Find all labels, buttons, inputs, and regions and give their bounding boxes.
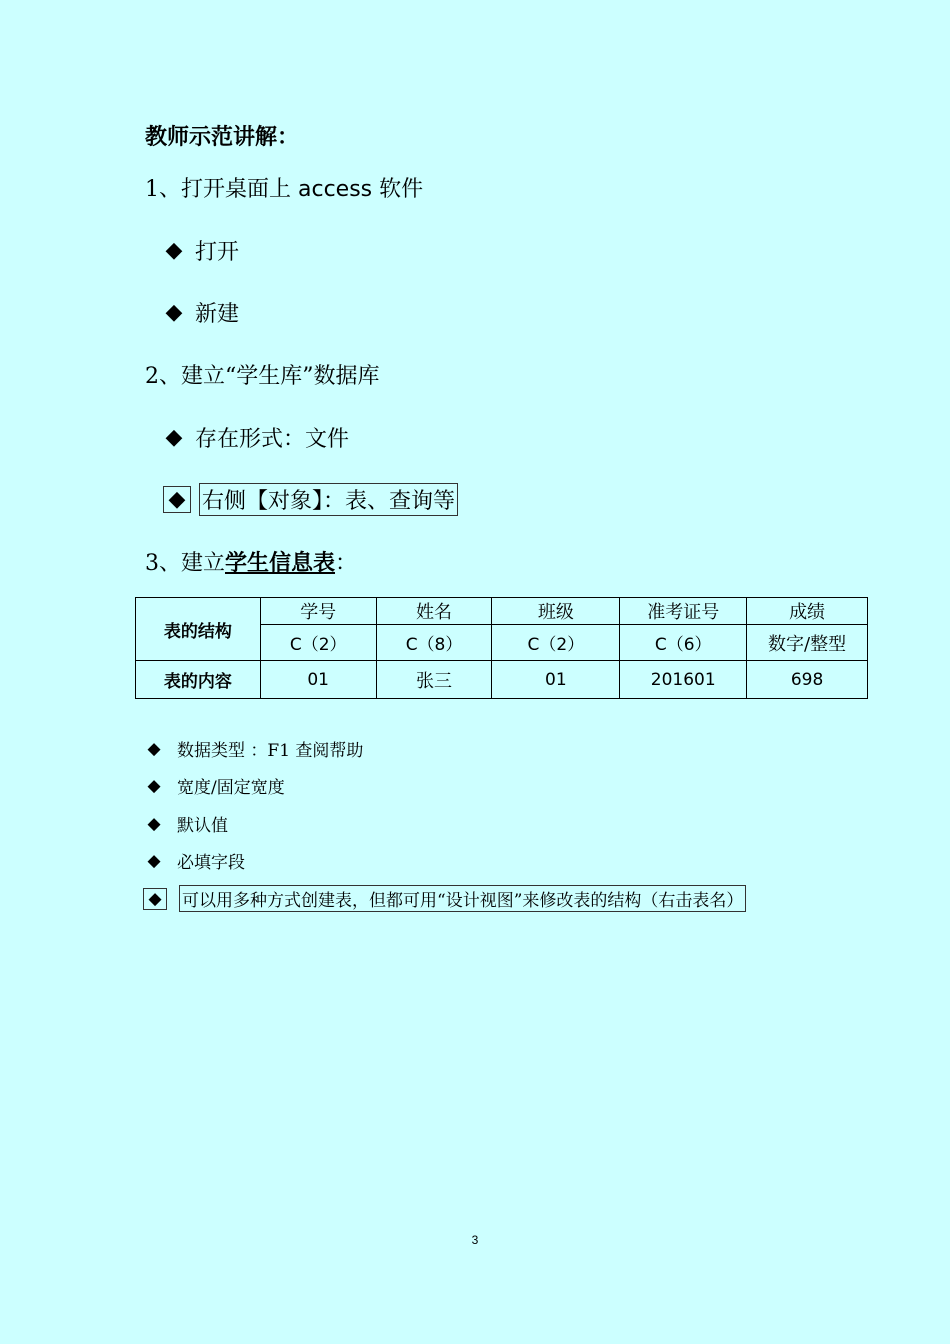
field-name-cell: 准考证号 [620,598,747,625]
step-2-bullet-objects [163,483,458,516]
step-1-prefix: 1、打开桌面上 [145,177,298,202]
note-text: 可以用多种方式创建表，但都可用“设计视图”来修改表的结构（右击表名） [179,885,746,912]
field-type-cell: C（8） [376,625,492,661]
step-1-suffix: 软件 [372,177,424,202]
diamond-bullet-icon: ◆ [147,813,161,834]
diamond-bullet-icon: ◆ [165,425,183,450]
step-1-bullet-new [163,297,239,328]
value-cell: 01 [260,661,376,699]
step-1 [145,172,423,203]
step-3-emphasis: 学生信息表 [225,550,336,576]
note-design-view [143,885,746,912]
step-2: 2、建立“学生库”数据库 [145,364,380,389]
diamond-bullet-icon: ◆ [163,486,191,513]
bullet-text: 右侧【对象】：表、查询等 [199,483,458,516]
field-type-cell: C（6） [620,625,747,661]
bullet-text: 打开 [195,240,240,265]
diamond-bullet-icon: ◆ [165,300,183,325]
section-heading: 教师示范讲解： [145,124,300,150]
step-1-app: access [298,177,373,202]
note-text: 数据类型 ：F1 查阅帮助 [177,741,364,761]
note-width [143,773,285,798]
field-type-cell: C（2） [492,625,620,661]
step-3-suffix: ： [335,551,358,576]
step-2-bullet-form [163,422,349,453]
diamond-bullet-icon: ◆ [143,888,167,910]
field-name-cell: 班级 [492,598,620,625]
note-data-type [143,736,363,761]
value-cell: 201601 [620,661,747,699]
bullet-text: 存在形式：文件 [195,427,350,452]
note-default [143,811,228,836]
field-name-cell: 成绩 [747,598,868,625]
table-structure [135,597,868,699]
diamond-bullet-icon: ◆ [147,738,161,759]
diamond-bullet-icon: ◆ [165,238,183,263]
value-cell: 01 [492,661,620,699]
value-cell: 698 [747,661,868,699]
table-row-fields [136,598,868,625]
table-row-content [136,661,868,699]
field-name-cell: 学号 [260,598,376,625]
note-text: 默认值 [177,816,228,836]
field-type-cell: C（2） [260,625,376,661]
page-number: 3 [471,1233,479,1247]
note-text: 必填字段 [177,853,245,873]
value-cell: 张三 [376,661,492,699]
field-name-cell: 姓名 [376,598,492,625]
diamond-bullet-icon: ◆ [147,850,161,871]
structure-label: 表的结构 [136,598,261,661]
note-required [143,848,245,873]
note-text: 宽度/固定宽度 [177,778,285,798]
field-type-cell: 数字/整型 [747,625,868,661]
step-3 [145,546,357,577]
step-3-prefix: 3、建立 [145,551,225,576]
bullet-text: 新建 [195,302,240,327]
content-label: 表的内容 [136,661,261,699]
diamond-bullet-icon: ◆ [147,775,161,796]
step-1-bullet-open [163,235,239,266]
